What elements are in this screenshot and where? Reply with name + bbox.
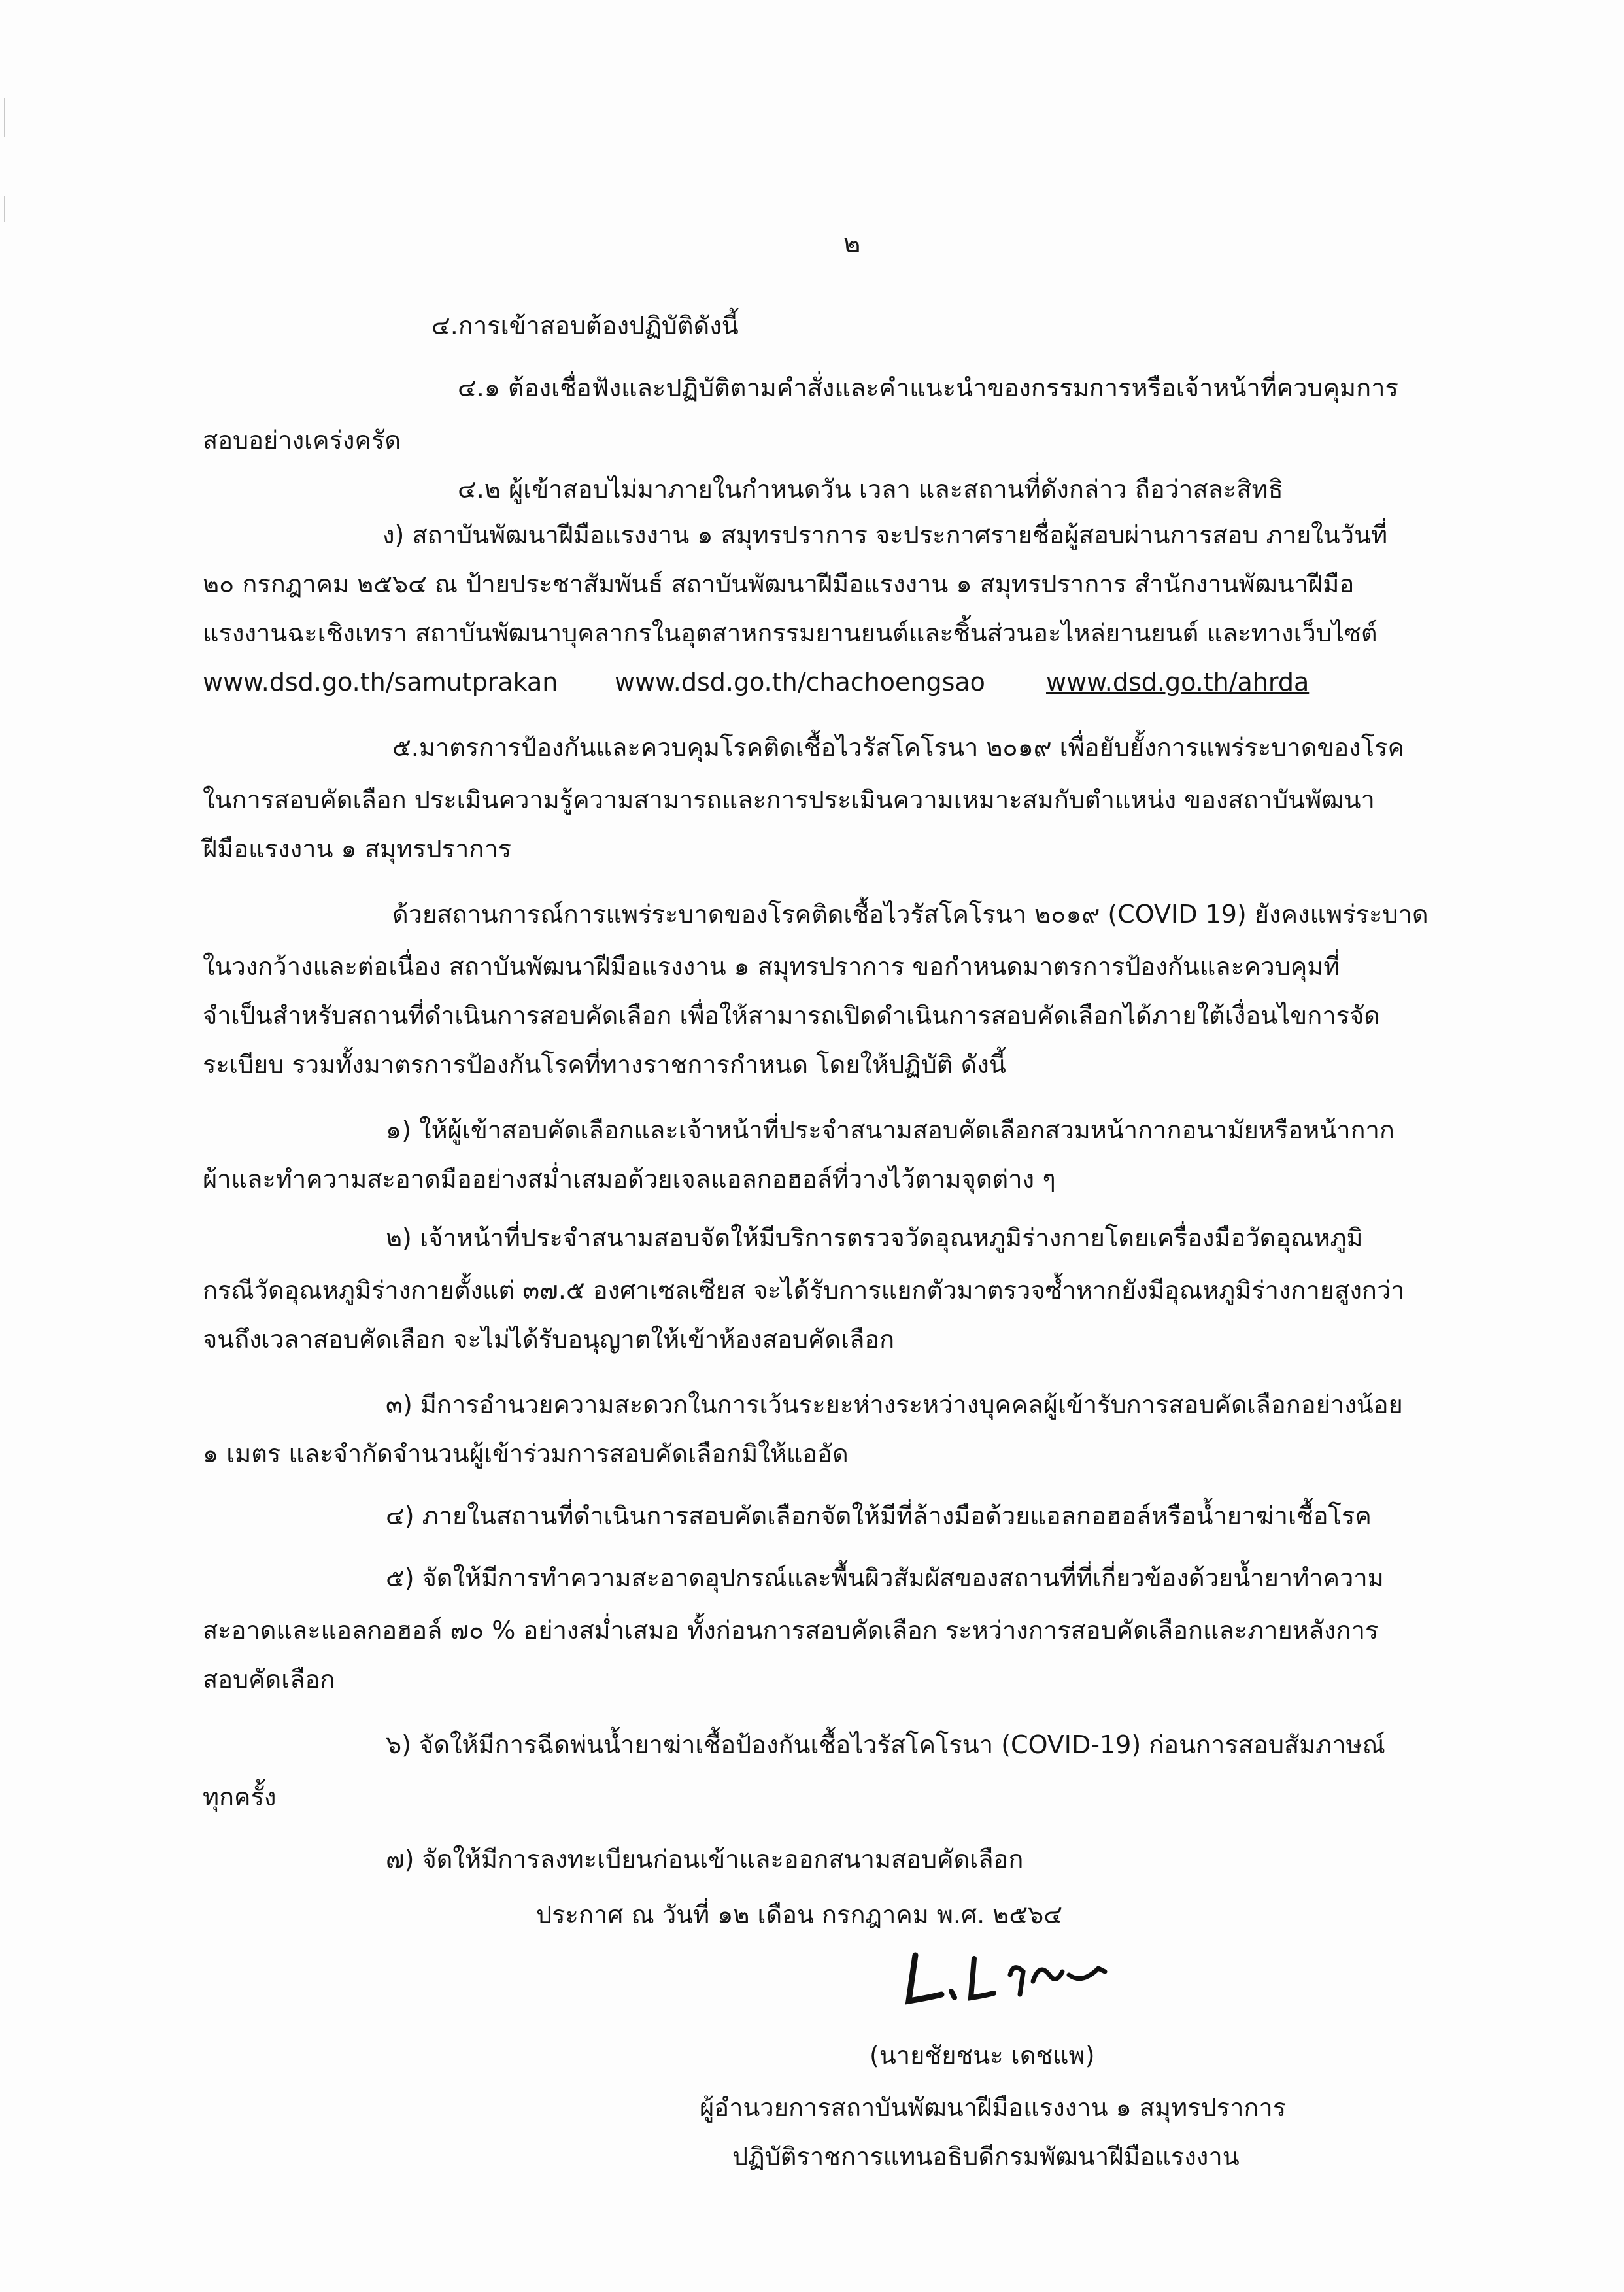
url-samutprakan[interactable]: www.dsd.go.th/samutprakan [203,668,558,696]
measure-2-line2: กรณีวัดอุณหภูมิร่างกายตั้งแต่ ๓๗.๕ องศาเซลเซียส จะได้รับการแยกตัวมาตรวจซ้ำหากยังมีอุณหภูมิร่างกายสูงกว่า [203,1276,1405,1305]
item-4-1-line2: สอบอย่างเคร่งครัด [203,426,401,454]
measure-6-line1: ๖) จัดให้มีการฉีดพ่นน้ำยาฆ่าเชื้อป้องกันเชื้อไวรัสโคโรนา (COVID-19) ก่อนการสอบสัมภาษณ์ [386,1730,1385,1759]
page-number: ๒ [843,229,861,259]
announcement-line1: ง) สถาบันพัฒนาฝีมือแรงงาน ๑ สมุทรปราการ จะประกาศรายชื่อผู้สอบผ่านการสอบ ภายในวันที่ [382,521,1388,549]
context-line3: จำเป็นสำหรับสถานที่ดำเนินการสอบคัดเลือก เพื่อให้สามารถเปิดดำเนินการสอบคัดเลือกได้ภายใต้เงื่อนไขการจัด [203,1001,1380,1030]
measure-5-line3: สอบคัดเลือก [203,1665,335,1694]
url-ahrda[interactable]: www.dsd.go.th/ahrda [1046,668,1310,696]
section5-line2: ในการสอบคัดเลือก ประเมินความรู้ความสามารถและการประเมินความเหมาะสมกับตำแหน่ง ของสถาบันพัฒนา [203,785,1375,814]
context-line2: ในวงกว้างและต่อเนื่อง สถาบันพัฒนาฝีมือแรงงาน ๑ สมุทรปราการ ขอกำหนดมาตรการป้องกันและควบคุมที่ [203,952,1340,981]
context-line4: ระเบียบ รวมทั้งมาตรการป้องกันโรคที่ทางราชการกำหนด โดยให้ปฏิบัติ ดังนี้ [203,1050,1006,1079]
measure-4-line1: ๔) ภายในสถานที่ดำเนินการสอบคัดเลือกจัดให้มีที่ล้างมือด้วยแอลกอฮอล์หรือน้ำยาฆ่าเชื้อโรค [386,1501,1372,1530]
measure-6-line2: ทุกครั้ง [203,1783,277,1811]
scan-edge-mark [4,196,5,222]
announcement-date: ประกาศ ณ วันที่ ๑๒ เดือน กรกฎาคม พ.ศ. ๒๕๖๔ [536,1900,1062,1929]
signatory-name: (นายชัยชนะ เดชแพ) [870,2041,1095,2070]
measure-1-line1: ๑) ให้ผู้เข้าสอบคัดเลือกและเจ้าหน้าที่ประจำสนามสอบคัดเลือกสวมหน้ากากอนามัยหรือหน้ากาก [386,1116,1395,1144]
signatory-acting: ปฏิบัติราชการแทนอธิบดีกรมพัฒนาฝีมือแรงงาน [732,2142,1240,2171]
measure-2-line3: จนถึงเวลาสอบคัดเลือก จะไม่ได้รับอนุญาตให้เข้าห้องสอบคัดเลือก [203,1325,895,1354]
section4-heading: ๔.การเข้าสอบต้องปฏิบัติดังนี้ [431,311,739,340]
measure-1-line2: ผ้าและทำความสะอาดมืออย่างสม่ำเสมอด้วยเจลแอลกอฮอล์ที่วางไว้ตามจุดต่าง ๆ [203,1165,1056,1193]
item-4-1-line1: ๔.๑ ต้องเชื่อฟังและปฏิบัติตามคำสั่งและคำแนะนำของกรรมการหรือเจ้าหน้าที่ควบคุมการ [458,373,1398,402]
signature-image [902,1936,1125,2014]
scan-edge-mark [4,98,5,137]
announcement-line3: แรงงานฉะเชิงเทรา สถาบันพัฒนาบุคลากรในอุตสาหกรรมยานยนต์และชิ้นส่วนอะไหล่ยานยนต์ และทางเว็บไซต์ [203,619,1378,647]
measure-2-line1: ๒) เจ้าหน้าที่ประจำสนามสอบจัดให้มีบริการตรวจวัดอุณหภูมิร่างกายโดยเครื่องมือวัดอุณหภูมิ [386,1223,1363,1252]
signatory-position: ผู้อำนวยการสถาบันพัฒนาฝีมือแรงงาน ๑ สมุทรปราการ [700,2093,1287,2122]
item-4-2: ๔.๒ ผู้เข้าสอบไม่มาภายในกำหนดวัน เวลา และสถานที่ดังกล่าว ถือว่าสละสิทธิ [458,475,1283,504]
measure-3-line1: ๓) มีการอำนวยความสะดวกในการเว้นระยะห่างระหว่างบุคคลผู้เข้ารับการสอบคัดเลือกอย่างน้อย [386,1390,1403,1419]
section5-line3: ฝีมือแรงงาน ๑ สมุทรปราการ [203,834,512,863]
measure-5-line2: สะอาดและแอลกอฮอล์ ๗๐ % อย่างสม่ำเสมอ ทั้งก่อนการสอบคัดเลือก ระหว่างการสอบคัดเลือกและภายหลังการ [203,1616,1379,1645]
measure-5-line1: ๕) จัดให้มีการทำความสะอาดอุปกรณ์และพื้นผิวสัมผัสของสถานที่ที่เกี่ยวข้องด้วยน้ำยาทำความ [386,1564,1384,1592]
announcement-line2: ๒๐ กรกฎาคม ๒๕๖๔ ณ ป้ายประชาสัมพันธ์ สถาบันพัฒนาฝีมือแรงงาน ๑ สมุทรปราการ สำนักงานพัฒนาฝีมือ [203,570,1355,598]
measure-7-line1: ๗) จัดให้มีการลงทะเบียนก่อนเข้าและออกสนามสอบคัดเลือก [386,1845,1024,1873]
measure-3-line2: ๑ เมตร และจำกัดจำนวนผู้เข้าร่วมการสอบคัดเลือกมิให้แออัด [203,1439,849,1468]
section5-line1: ๕.มาตรการป้องกันและควบคุมโรคติดเชื้อไวรัสโคโรนา ๒๐๑๙ เพื่อยับยั้งการแพร่ระบาดของโรค [392,733,1404,762]
url-chachoengsao[interactable]: www.dsd.go.th/chachoengsao [615,668,985,696]
context-line1: ด้วยสถานการณ์การแพร่ระบาดของโรคติดเชื้อไวรัสโคโรนา ๒๐๑๙ (COVID 19) ยังคงแพร่ระบาด [392,900,1429,929]
